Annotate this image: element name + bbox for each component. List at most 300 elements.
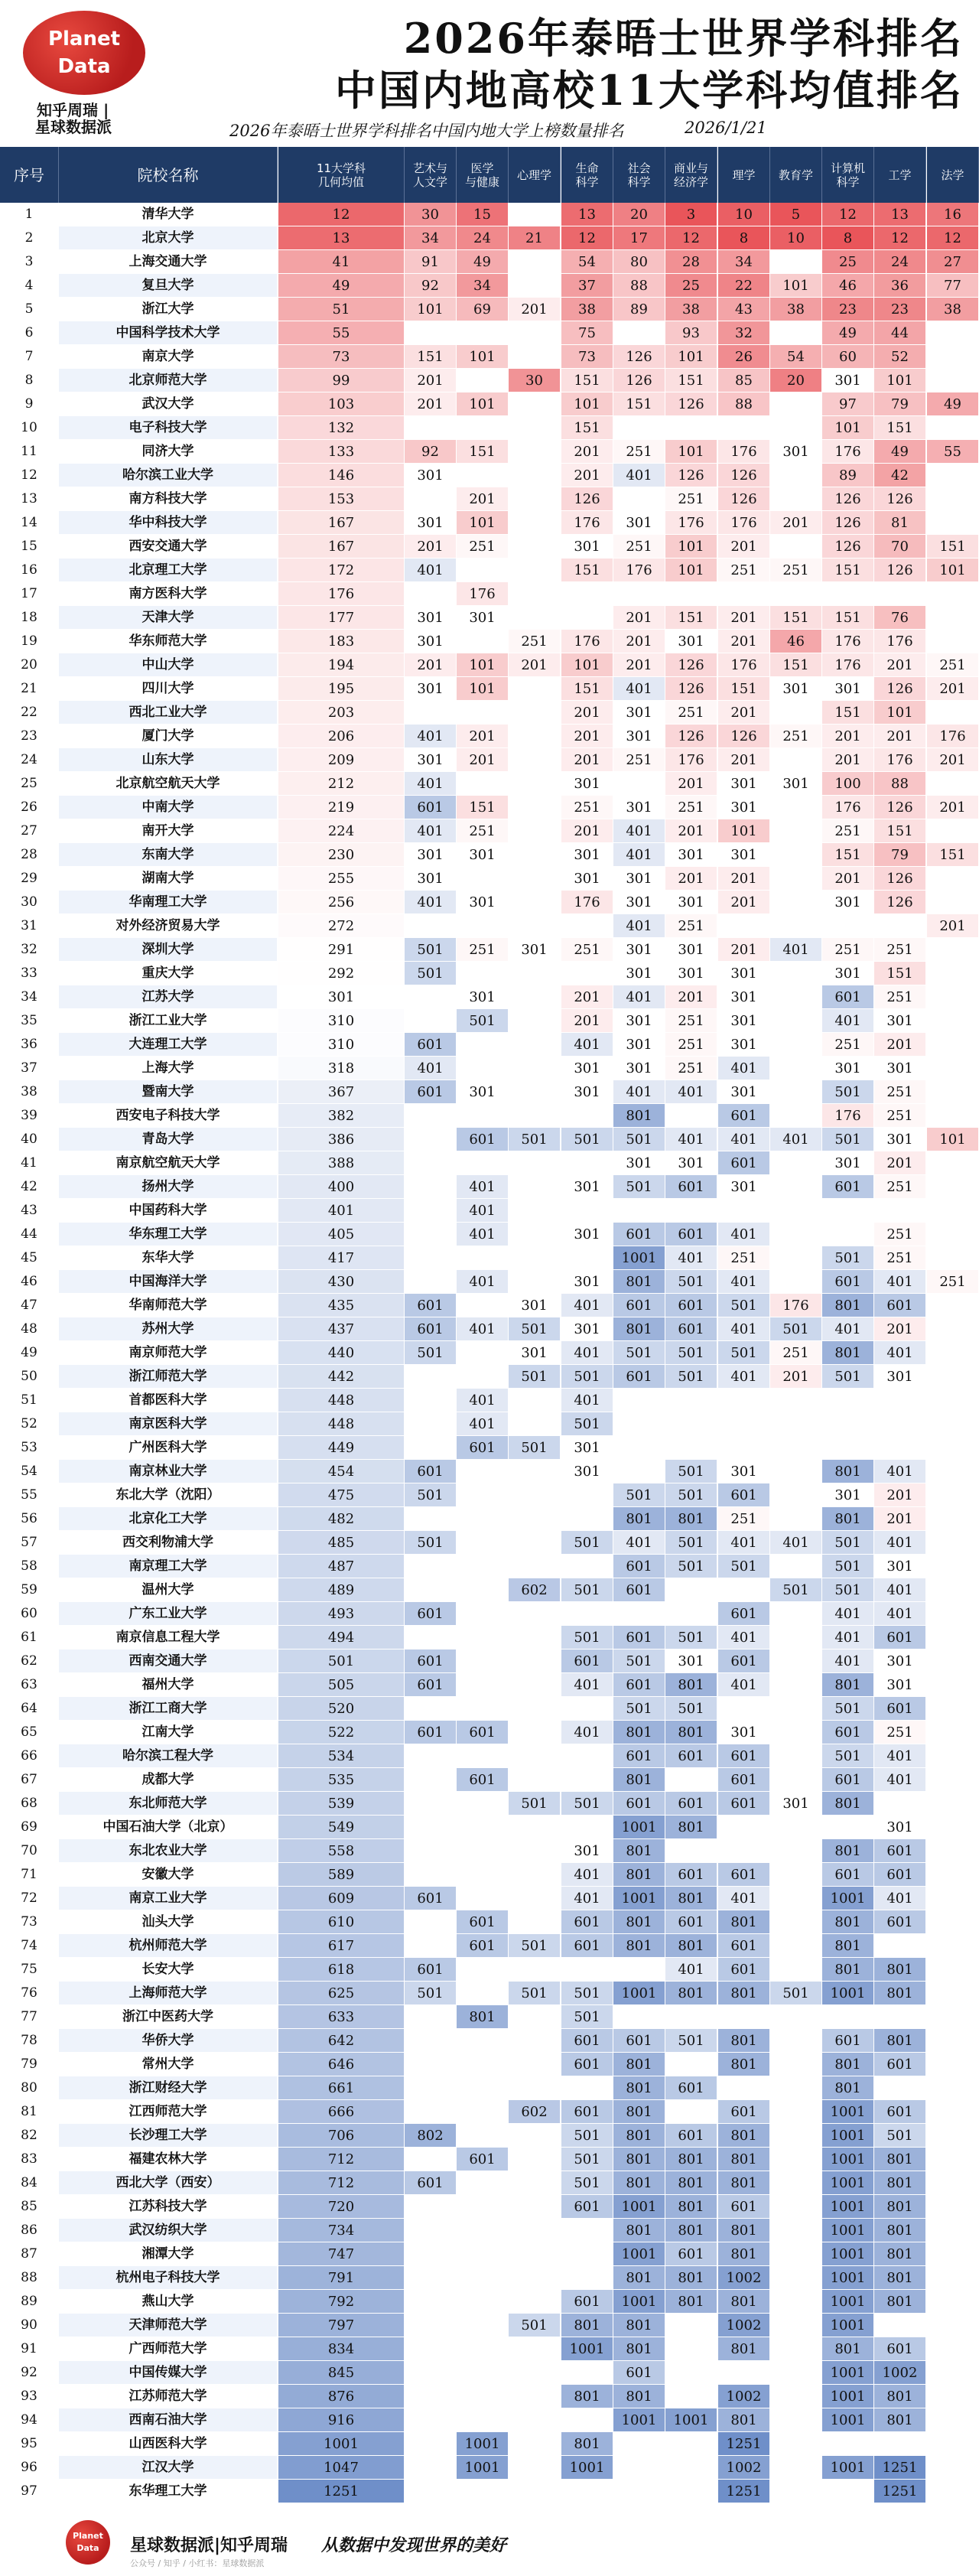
subject-rank-cell [405, 2456, 457, 2480]
subject-rank-cell: 801 [874, 2148, 926, 2171]
subject-rank-cell: 23 [874, 298, 926, 321]
subject-rank-cell: 501 [561, 1626, 613, 1649]
subject-rank-cell [927, 2053, 979, 2076]
university-name-cell: 北京理工大学 [59, 559, 278, 582]
university-name-cell: 安徽大学 [59, 1863, 278, 1887]
subject-rank-cell: 801 [665, 1507, 717, 1531]
subject-rank-cell [509, 2361, 561, 2385]
subject-rank-cell [509, 1673, 561, 1697]
subject-rank-cell: 1001 [613, 2290, 665, 2314]
subject-rank-cell [457, 1816, 509, 1839]
subject-rank-cell: 801 [665, 1673, 717, 1697]
table-row [0, 867, 979, 891]
subject-rank-cell [718, 1412, 770, 1436]
subject-rank-cell: 301 [405, 511, 457, 535]
subject-rank-cell: 151 [718, 677, 770, 701]
rank-cell: 54 [0, 1460, 59, 1483]
university-name-cell: 中山大学 [59, 653, 278, 677]
rank-cell: 30 [0, 891, 59, 914]
subject-rank-cell: 301 [822, 962, 874, 985]
subject-rank-cell [405, 1128, 457, 1151]
subject-rank-cell: 601 [457, 2148, 509, 2171]
subject-rank-cell: 501 [613, 1697, 665, 1721]
subject-rank-cell: 1001 [457, 2456, 509, 2480]
subject-rank-cell: 401 [457, 1175, 509, 1199]
table-row [0, 2337, 979, 2361]
subject-rank-cell: 42 [874, 464, 926, 487]
subject-rank-cell [927, 2480, 979, 2503]
subject-rank-cell: 301 [718, 1009, 770, 1033]
subject-rank-cell: 601 [405, 1460, 457, 1483]
rank-cell: 37 [0, 1057, 59, 1080]
mean-rank-cell: 203 [278, 701, 405, 725]
subject-rank-cell [509, 1057, 561, 1080]
subject-rank-cell: 1001 [561, 2456, 613, 2480]
subject-rank-cell: 801 [718, 2053, 770, 2076]
subject-rank-cell: 801 [822, 1294, 874, 1317]
mean-rank-cell: 617 [278, 1934, 405, 1958]
subject-rank-cell [927, 582, 979, 606]
subject-rank-cell [405, 1555, 457, 1578]
subject-rank-cell: 201 [665, 867, 717, 891]
subject-rank-cell: 1001 [613, 1246, 665, 1270]
subject-rank-cell [509, 2171, 561, 2195]
subject-rank-cell [770, 843, 822, 867]
subject-rank-cell: 201 [561, 1009, 613, 1033]
subject-rank-cell: 301 [561, 772, 613, 796]
subject-rank-cell: 201 [718, 606, 770, 630]
subject-rank-cell [822, 582, 874, 606]
subject-rank-cell [770, 2361, 822, 2385]
subject-rank-cell: 101 [561, 653, 613, 677]
subject-rank-cell: 301 [613, 891, 665, 914]
subject-rank-cell: 36 [874, 274, 926, 298]
subject-rank-cell: 27 [927, 250, 979, 274]
subject-rank-cell: 301 [770, 772, 822, 796]
rank-cell: 96 [0, 2456, 59, 2480]
subject-rank-cell: 201 [874, 1033, 926, 1057]
subject-rank-cell: 101 [457, 511, 509, 535]
subject-rank-cell [770, 1175, 822, 1199]
subject-rank-cell: 1251 [718, 2432, 770, 2456]
subject-rank-cell [927, 464, 979, 487]
subject-rank-cell: 401 [561, 1721, 613, 1744]
subject-rank-cell [770, 1744, 822, 1768]
mean-rank-cell: 505 [278, 1673, 405, 1697]
table-row [0, 701, 979, 725]
subject-rank-cell: 501 [665, 1697, 717, 1721]
rank-cell: 27 [0, 819, 59, 843]
subject-rank-cell [770, 2432, 822, 2456]
subject-rank-cell: 201 [874, 1317, 926, 1341]
subject-rank-cell: 301 [665, 962, 717, 985]
subject-rank-cell [561, 914, 613, 938]
subject-rank-cell [509, 321, 561, 345]
rank-cell: 91 [0, 2337, 59, 2361]
subject-rank-cell [770, 1436, 822, 1460]
subject-rank-cell [405, 2432, 457, 2456]
mean-rank-cell: 609 [278, 1887, 405, 1910]
subject-rank-cell: 501 [509, 1792, 561, 1816]
subject-rank-cell: 501 [665, 2029, 717, 2053]
subject-rank-cell: 251 [822, 938, 874, 962]
subject-rank-cell [665, 1578, 717, 1602]
subject-rank-cell: 1001 [613, 1816, 665, 1839]
subject-rank-cell: 151 [874, 416, 926, 440]
subject-rank-cell [457, 1294, 509, 1317]
subject-rank-cell [665, 2337, 717, 2361]
subject-rank-cell [509, 677, 561, 701]
rank-cell: 92 [0, 2361, 59, 2385]
subject-rank-cell: 501 [509, 1128, 561, 1151]
university-name-cell: 华南理工大学 [59, 891, 278, 914]
subject-rank-cell [405, 2408, 457, 2432]
rank-cell: 44 [0, 1223, 59, 1246]
mean-rank-cell: 167 [278, 511, 405, 535]
subject-rank-cell: 151 [770, 653, 822, 677]
subject-rank-cell: 176 [457, 582, 509, 606]
subject-rank-cell: 176 [718, 653, 770, 677]
subject-rank-cell [509, 725, 561, 748]
subject-rank-cell: 301 [561, 1317, 613, 1341]
subject-rank-cell [561, 2361, 613, 2385]
subject-rank-cell: 601 [613, 1626, 665, 1649]
subject-rank-cell: 401 [822, 1626, 874, 1649]
rank-cell: 24 [0, 748, 59, 772]
subject-rank-cell [927, 1768, 979, 1792]
mean-rank-cell: 172 [278, 559, 405, 582]
subject-rank-cell [509, 2148, 561, 2171]
table-row [0, 1033, 979, 1057]
subject-rank-cell: 301 [718, 985, 770, 1009]
subject-rank-cell [509, 843, 561, 867]
subject-rank-cell [665, 1436, 717, 1460]
university-name-cell: 上海大学 [59, 1057, 278, 1080]
subject-rank-cell [770, 1697, 822, 1721]
mean-rank-cell: 747 [278, 2242, 405, 2266]
university-name-cell: 深圳大学 [59, 938, 278, 962]
column-header: 11大学科 几何均值 [278, 147, 405, 203]
subject-rank-cell: 601 [822, 1721, 874, 1744]
subject-rank-cell [405, 1507, 457, 1531]
subject-rank-cell: 601 [457, 1768, 509, 1792]
subject-rank-cell [509, 440, 561, 464]
subject-rank-cell: 601 [613, 1792, 665, 1816]
rank-cell: 23 [0, 725, 59, 748]
subject-rank-cell [509, 772, 561, 796]
subject-rank-cell [665, 2053, 717, 2076]
subject-rank-cell [822, 1436, 874, 1460]
subject-rank-cell: 201 [457, 748, 509, 772]
subject-rank-cell [457, 1531, 509, 1555]
subject-rank-cell [509, 1626, 561, 1649]
subject-rank-cell: 301 [561, 867, 613, 891]
mean-rank-cell: 400 [278, 1175, 405, 1199]
university-name-cell: 大连理工大学 [59, 1033, 278, 1057]
mean-rank-cell: 291 [278, 938, 405, 962]
subject-rank-cell: 176 [874, 630, 926, 653]
subject-rank-cell [874, 1389, 926, 1412]
university-name-cell: 北京师范大学 [59, 369, 278, 392]
subject-rank-cell: 1001 [822, 2171, 874, 2195]
subject-rank-cell: 151 [665, 369, 717, 392]
subject-rank-cell: 151 [822, 843, 874, 867]
subject-rank-cell: 1001 [822, 2385, 874, 2408]
table-row [0, 1175, 979, 1199]
subject-rank-cell: 601 [718, 1649, 770, 1673]
mean-rank-cell: 430 [278, 1270, 405, 1294]
subject-rank-cell: 501 [770, 1578, 822, 1602]
subject-rank-cell: 126 [874, 487, 926, 511]
rank-cell: 35 [0, 1009, 59, 1033]
subject-rank-cell: 176 [561, 891, 613, 914]
subject-rank-cell [927, 1910, 979, 1934]
subject-rank-cell: 301 [613, 938, 665, 962]
subject-rank-cell: 1001 [822, 2195, 874, 2219]
subject-rank-cell [927, 2100, 979, 2124]
subject-rank-cell: 176 [927, 725, 979, 748]
mean-rank-cell: 449 [278, 1436, 405, 1460]
subject-rank-cell: 401 [874, 1531, 926, 1555]
university-name-cell: 哈尔滨工程大学 [59, 1744, 278, 1768]
subject-rank-cell: 1001 [457, 2432, 509, 2456]
subject-rank-cell [927, 2029, 979, 2053]
subject-rank-cell: 601 [874, 2100, 926, 2124]
table-row [0, 1816, 979, 1839]
subject-rank-cell: 1002 [874, 2361, 926, 2385]
footer-small-text: 公众号 / 知乎 / 小红书：星球数据派 [130, 2558, 265, 2568]
subject-rank-cell: 126 [665, 653, 717, 677]
subject-rank-cell [405, 1009, 457, 1033]
subject-rank-cell [509, 1460, 561, 1483]
university-name-cell: 西北大学（西安） [59, 2171, 278, 2195]
subject-rank-cell [927, 2456, 979, 2480]
mean-rank-cell: 401 [278, 1199, 405, 1223]
subject-rank-cell [927, 1365, 979, 1389]
subject-rank-cell: 251 [457, 938, 509, 962]
column-header: 商业与 经济学 [665, 147, 717, 203]
subject-rank-cell: 101 [457, 392, 509, 416]
subject-rank-cell [613, 2432, 665, 2456]
rank-cell: 88 [0, 2266, 59, 2290]
column-header: 生命 科学 [561, 147, 613, 203]
subject-rank-cell [561, 2076, 613, 2100]
subject-rank-cell: 126 [665, 464, 717, 487]
subject-rank-cell: 601 [665, 1294, 717, 1317]
subject-rank-cell: 501 [874, 2124, 926, 2148]
subject-rank-cell: 23 [822, 298, 874, 321]
subject-rank-cell [770, 2480, 822, 2503]
rank-cell: 36 [0, 1033, 59, 1057]
subject-rank-cell: 201 [718, 891, 770, 914]
subject-rank-cell [405, 1151, 457, 1175]
mean-rank-cell: 318 [278, 1057, 405, 1080]
subject-rank-cell: 176 [665, 748, 717, 772]
subject-rank-cell: 601 [561, 1934, 613, 1958]
subject-rank-cell [509, 914, 561, 938]
subject-rank-cell: 601 [718, 1863, 770, 1887]
table-row [0, 1555, 979, 1578]
subject-rank-cell: 401 [770, 1531, 822, 1555]
rank-cell: 52 [0, 1412, 59, 1436]
rank-cell: 68 [0, 1792, 59, 1816]
subject-rank-cell [457, 1483, 509, 1507]
subject-rank-cell: 401 [457, 1389, 509, 1412]
university-name-cell: 江苏大学 [59, 985, 278, 1009]
subject-rank-cell: 401 [561, 1341, 613, 1365]
table-row [0, 1317, 979, 1341]
subject-rank-cell: 801 [613, 1934, 665, 1958]
subject-rank-cell: 301 [665, 630, 717, 653]
subject-rank-cell: 101 [874, 701, 926, 725]
subject-rank-cell: 251 [613, 535, 665, 559]
university-name-cell: 华中科技大学 [59, 511, 278, 535]
subject-rank-cell: 126 [665, 725, 717, 748]
subject-rank-cell: 501 [509, 2314, 561, 2337]
subject-rank-cell: 501 [665, 1365, 717, 1389]
mean-rank-cell: 448 [278, 1412, 405, 1436]
university-name-cell: 武汉大学 [59, 392, 278, 416]
column-header: 法学 [927, 147, 979, 203]
subject-rank-cell [770, 416, 822, 440]
subject-rank-cell: 126 [874, 677, 926, 701]
mean-rank-cell: 792 [278, 2290, 405, 2314]
subject-rank-cell: 101 [561, 392, 613, 416]
subject-rank-cell [927, 416, 979, 440]
subject-rank-cell: 79 [874, 392, 926, 416]
university-name-cell: 西安交通大学 [59, 535, 278, 559]
footer-logo-line1: Planet [73, 2531, 103, 2541]
mean-rank-cell: 310 [278, 1033, 405, 1057]
subject-rank-cell [509, 2337, 561, 2361]
subject-rank-cell: 301 [874, 1128, 926, 1151]
university-name-cell: 中国药科大学 [59, 1199, 278, 1223]
subject-rank-cell: 201 [509, 653, 561, 677]
column-header: 理学 [718, 147, 770, 203]
subject-rank-cell: 601 [613, 1223, 665, 1246]
subject-rank-cell: 301 [457, 1080, 509, 1104]
subject-rank-cell: 601 [613, 1555, 665, 1578]
subject-rank-cell: 501 [561, 2005, 613, 2029]
subject-rank-cell: 101 [874, 369, 926, 392]
subject-rank-cell [509, 1744, 561, 1768]
subject-rank-cell [457, 559, 509, 582]
subject-rank-cell: 801 [874, 2219, 926, 2242]
subject-rank-cell: 301 [405, 606, 457, 630]
subject-rank-cell [665, 1768, 717, 1792]
subject-rank-cell: 73 [561, 345, 613, 369]
mean-rank-cell: 916 [278, 2408, 405, 2432]
subject-rank-cell: 301 [874, 1649, 926, 1673]
subject-rank-cell: 301 [561, 1839, 613, 1863]
university-name-cell: 常州大学 [59, 2053, 278, 2076]
university-name-cell: 中国传媒大学 [59, 2361, 278, 2385]
subject-rank-cell: 301 [613, 962, 665, 985]
table-row [0, 2076, 979, 2100]
university-name-cell: 西南交通大学 [59, 1649, 278, 1673]
subject-rank-cell: 301 [874, 1365, 926, 1389]
subject-rank-cell [457, 1958, 509, 1982]
subject-rank-cell [770, 1223, 822, 1246]
subject-rank-cell: 301 [822, 891, 874, 914]
subject-rank-cell: 401 [874, 1460, 926, 1483]
subject-rank-cell [874, 2432, 926, 2456]
subject-rank-cell: 501 [822, 1080, 874, 1104]
subject-rank-cell: 85 [718, 369, 770, 392]
subject-rank-cell [457, 630, 509, 653]
subject-rank-cell [770, 1246, 822, 1270]
subject-rank-cell: 301 [613, 725, 665, 748]
rank-cell: 16 [0, 559, 59, 582]
university-name-cell: 同济大学 [59, 440, 278, 464]
subject-rank-cell: 8 [718, 226, 770, 250]
mean-rank-cell: 256 [278, 891, 405, 914]
mean-rank-cell: 224 [278, 819, 405, 843]
subject-rank-cell [822, 2480, 874, 2503]
subject-rank-cell [509, 1246, 561, 1270]
subject-rank-cell: 301 [613, 867, 665, 891]
subject-rank-cell: 401 [561, 1294, 613, 1317]
subject-rank-cell [509, 2124, 561, 2148]
subject-rank-cell [665, 2361, 717, 2385]
subject-rank-cell [927, 369, 979, 392]
rank-cell: 46 [0, 1270, 59, 1294]
subject-rank-cell: 301 [822, 1151, 874, 1175]
subject-rank-cell: 126 [874, 796, 926, 819]
university-name-cell: 南京航空航天大学 [59, 1151, 278, 1175]
subject-rank-cell [822, 1816, 874, 1839]
university-name-cell: 青岛大学 [59, 1128, 278, 1151]
university-name-cell: 江汉大学 [59, 2456, 278, 2480]
subject-rank-cell [770, 1507, 822, 1531]
subject-rank-cell: 12 [874, 226, 926, 250]
subject-rank-cell: 801 [822, 1341, 874, 1365]
subject-rank-cell [457, 2219, 509, 2242]
subject-rank-cell [405, 2242, 457, 2266]
subject-rank-cell: 251 [613, 440, 665, 464]
subject-rank-cell [927, 2242, 979, 2266]
subject-rank-cell: 401 [718, 1673, 770, 1697]
subject-rank-cell [509, 535, 561, 559]
rank-cell: 31 [0, 914, 59, 938]
subject-rank-cell [405, 1626, 457, 1649]
subject-rank-cell [405, 1175, 457, 1199]
university-name-cell: 对外经济贸易大学 [59, 914, 278, 938]
subject-rank-cell [770, 1910, 822, 1934]
subject-rank-cell [561, 2408, 613, 2432]
subject-rank-cell: 301 [613, 511, 665, 535]
subject-rank-cell [874, 1934, 926, 1958]
subject-rank-cell [665, 1839, 717, 1863]
subject-rank-cell [718, 2005, 770, 2029]
subject-rank-cell: 601 [665, 1910, 717, 1934]
subject-rank-cell: 1001 [822, 2219, 874, 2242]
subject-rank-cell [509, 819, 561, 843]
table-row [0, 582, 979, 606]
subject-rank-cell [457, 2171, 509, 2195]
rank-cell: 58 [0, 1555, 59, 1578]
subject-rank-cell: 13 [874, 203, 926, 226]
subject-rank-cell [770, 2242, 822, 2266]
subject-rank-cell: 501 [822, 1128, 874, 1151]
subject-rank-cell [874, 2314, 926, 2337]
subject-rank-cell: 79 [874, 843, 926, 867]
rank-cell: 45 [0, 1246, 59, 1270]
subject-rank-cell: 401 [665, 1080, 717, 1104]
mean-rank-cell: 633 [278, 2005, 405, 2029]
table-row [0, 416, 979, 440]
subject-rank-cell [927, 1460, 979, 1483]
